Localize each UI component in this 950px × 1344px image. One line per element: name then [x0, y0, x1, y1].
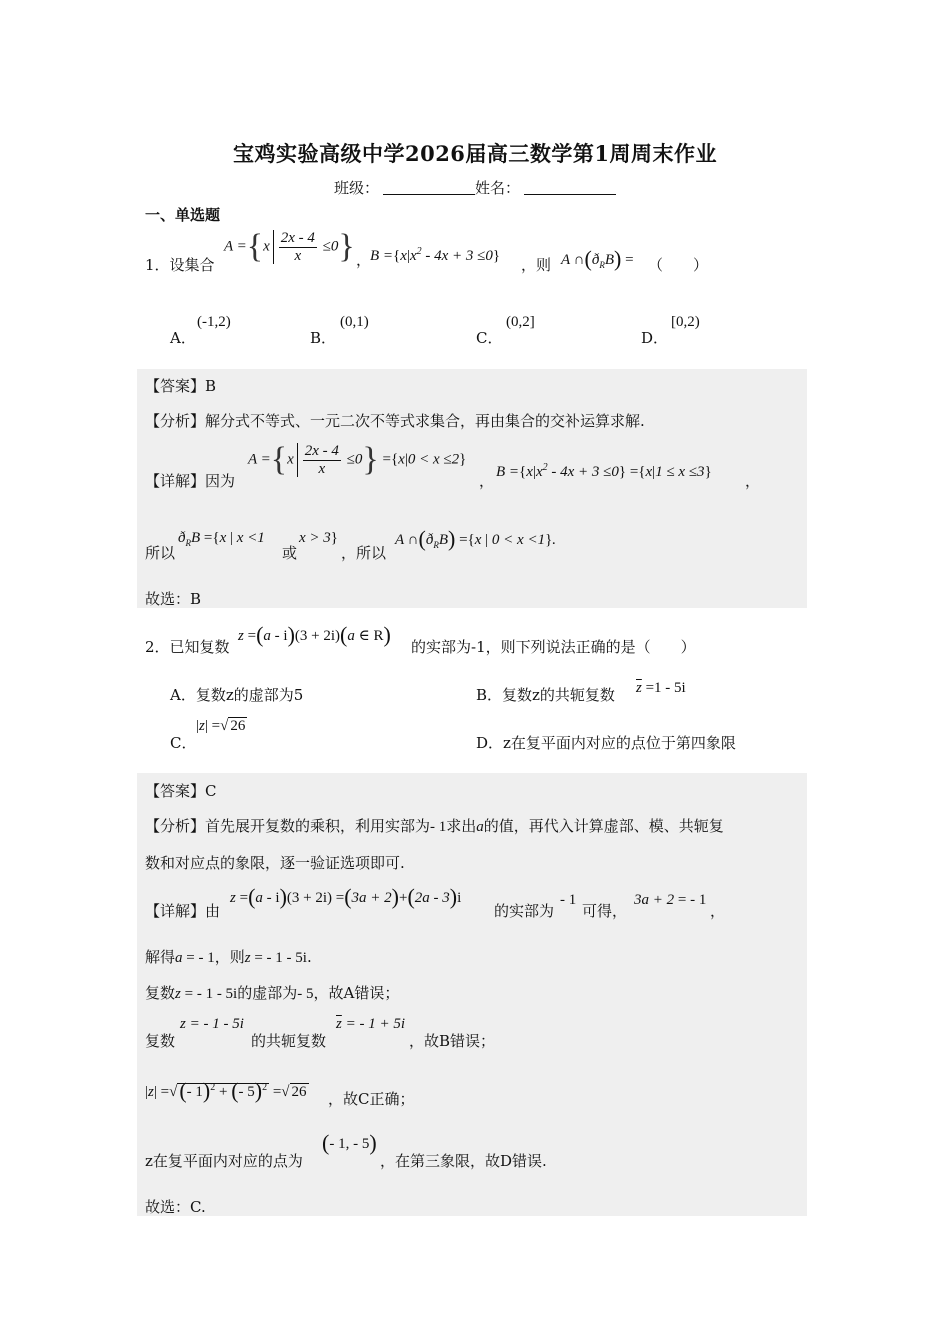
- q1-option-c[interactable]: C．: [476, 329, 503, 347]
- section-heading: 一、单选题: [145, 206, 221, 224]
- student-info-line: [0, 177, 950, 198]
- q2-line-d-label: z在复平面内对应的点为: [145, 1152, 303, 1170]
- q1-detail-set-a: A ={x $\frac{2x - 4}{x}$ ≤0} ={x|0 < x ≤2}: [248, 441, 467, 478]
- q1-option-d-value: [0,2): [671, 314, 700, 330]
- q2-line-b-label: 复数: [145, 1032, 176, 1050]
- q2-option-b[interactable]: B．复数z的共轭复数: [476, 686, 615, 704]
- q1-option-b-value: (0,1): [340, 314, 369, 330]
- q2-expansion: z =(a - i)(3 + 2i) =(3a + 2)+(2a - 3)i: [230, 884, 462, 909]
- name-blank[interactable]: [524, 180, 616, 195]
- q2-analysis-line2: 数和对应点的象限，逐一验证选项即可.: [145, 854, 405, 872]
- q2-line-a: 复数z = - 1 - 5i的虚部为- 5，故A错误；: [145, 984, 400, 1002]
- q1-detail-so: 所以: [145, 544, 176, 562]
- q2-detail-label: 【详解】由: [145, 902, 221, 920]
- class-blank[interactable]: [383, 180, 475, 195]
- q1-set-a: A ={x $\frac{2x - 4}{x}$ ≤0}: [224, 228, 355, 265]
- q1-option-a-value: (-1,2): [197, 314, 231, 330]
- document-page: 宝鸡实验高级中学2026届高三数学第1周周末作业 班级： 姓名： 一、单选题 1．设集合 A ={x $\frac{2x - 4}{x}$ ≤0} ， $B =\{x|x^2 - 4x + 3 \le 0\}$ ，则 A $\cap(ð_RB)$ = （ ） A． (-1,2) B． (0,1) C． (0,2] D． [0,2) 【答案】B 【分析】解分式不等式、一元二次不等式求集合，再由集合的交补运算求解. 【详解】因为 A ={x $\frac{2x - 4}{x}$ ≤0} ={x|0 < x ≤2} ， $B =\{x|x^2 - 4x + 3 \le 0\} =\{x|1 \le x \le 3\}$ ， 所以 $ð_RB =\{x$ | x <1 或 x > 3} ，所以 A $\cap(ð_RB) =\{x$ | 0 < x <1}. 故选：B 2．已知复数 z =(a - i)(3 + 2i)(a ∈ R) 的实部为-1，则下列说法正确的是（ ） A．复数z的虚部为5 B．复数z的共轭复数 $\overline{z} =1 - 5i$ C． |z| =√ 26 D．z在复平面内对应的点位于第四象限 【答案】C 【分析】首先展开复数的乘积，利用实部为- 1求出a的值，再代入计算虚部、模、共轭复 数和对应点的象限，逐一验证选项即可. 【详解】由 z =(a - i)(3 + 2i) =(3a + 2)+(2a - 3)i 的实部为 - 1 可得， 3a + 2 = - 1 ， 解得a = - 1，则z = - 1 - 5i. 复数z = - 1 - 5i的虚部为- 5，故A错误； 复数 z = - 1 - 5i 的共轭复数 $\overline{z}$ = - 1 + 5i ，故B错误； |z| =√(- 1)$^2$ + (- 5)$^2$ =√ 26 ，故C正确； z在复平面内对应的点为 (- 1, - 5) ，在第三象限，故D错误. 故选：C.: [0, 0, 950, 1344]
- q2-analysis-line1: 【分析】首先展开复数的乘积，利用实部为- 1求出a的值，再代入计算虚部、模、共轭复: [145, 817, 724, 835]
- q2-option-d[interactable]: D．z在复平面内对应的点位于第四象限: [476, 734, 736, 752]
- q1-detail-label: 【详解】因为: [145, 472, 236, 490]
- q2-suffix: 的实部为-1，则下列说法正确的是（ ）: [411, 638, 696, 656]
- class-label: 班级：: [333, 179, 379, 197]
- q2-option-c-value: |z| =√ 26: [196, 718, 246, 734]
- q2-solve: 解得a = - 1，则z = - 1 - 5i.: [145, 948, 312, 966]
- q1-option-c-value: (0,2]: [506, 314, 535, 330]
- q2-option-a[interactable]: A．复数z的虚部为5: [170, 686, 304, 704]
- q1-result: A $\cap(ð_RB) =\{x$ | 0 < x <1}.: [395, 526, 557, 551]
- q1-set-b: $B =\{x|x^2 - 4x + 3 \le 0\}$: [370, 246, 501, 264]
- q1-option-d[interactable]: D．: [641, 329, 669, 347]
- q1-select: 故选：B: [145, 590, 202, 608]
- q1-expression: A $\cap(ð_RB)$ =: [561, 246, 634, 271]
- q1-option-b[interactable]: B．: [310, 329, 337, 347]
- q2-option-c[interactable]: C．: [170, 734, 197, 752]
- q2-option-b-value: $\overline{z} =1 - 5i$: [636, 680, 686, 696]
- q1-option-a[interactable]: A．: [170, 329, 196, 347]
- q2-conjugate: $\overline{z}$ = - 1 + 5i: [336, 1016, 406, 1032]
- q1-analysis: 【分析】解分式不等式、一元二次不等式求集合，再由集合的交补运算求解.: [145, 412, 645, 430]
- q2-point: (- 1, - 5): [322, 1130, 377, 1155]
- q2-modulus: |z| =√(- 1)$^2$ + (- 5)$^2$ =√ 26: [145, 1078, 307, 1103]
- q1-solution-box: [137, 369, 807, 608]
- q1-detail-set-b: $B =\{x|x^2 - 4x + 3 \le 0\} =\{x|1 \le x \le 3\}$: [496, 462, 712, 480]
- page-title: 宝鸡实验高级中学2026届高三数学第1周周末作业: [232, 141, 718, 166]
- q2-answer: 【答案】C: [145, 782, 217, 800]
- q2-prefix: 2．已知复数: [145, 638, 230, 656]
- q2-equation: 3a + 2 = - 1: [634, 892, 707, 908]
- q2-select: 故选：C.: [145, 1198, 206, 1216]
- name-label: 姓名：: [475, 179, 521, 197]
- q1-prefix: 1．设集合: [145, 256, 215, 274]
- q1-complement: $ð_RB =\{x$ | x <1: [178, 530, 265, 548]
- q2-z-definition: z =(a - i)(3 + 2i)(a ∈ R): [238, 622, 391, 647]
- q1-answer: 【答案】B: [145, 377, 217, 395]
